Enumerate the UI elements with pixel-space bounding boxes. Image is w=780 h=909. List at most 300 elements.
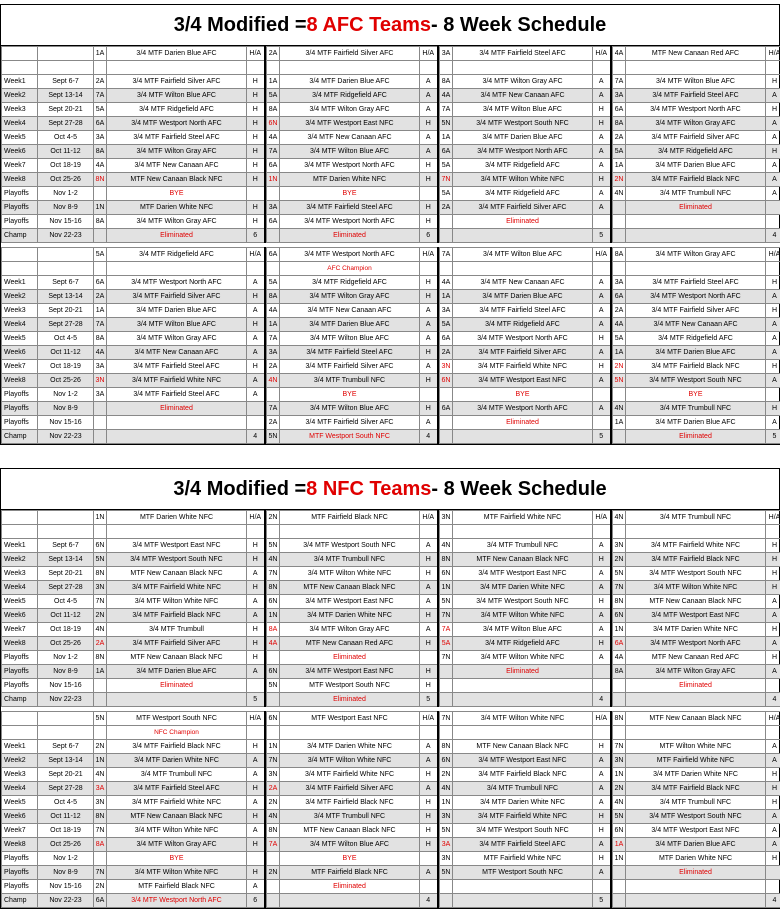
opponent-id: 5N (613, 810, 626, 824)
opponent-name: 3/4 MTF Fairfield Black NFC (626, 553, 766, 567)
home-away: A (247, 567, 265, 581)
opponent-name: 3/4 MTF Fairfield Black NFC (626, 782, 766, 796)
champion-label (626, 726, 766, 740)
home-away: A (420, 595, 438, 609)
opponent-id: 3A (440, 838, 453, 852)
date-label: Sept 6-7 (38, 740, 94, 754)
opponent-id (613, 430, 626, 444)
opponent-id: 1N (613, 623, 626, 637)
opponent-id: 7A (267, 332, 280, 346)
home-away (593, 388, 611, 402)
opponent-name: 3/4 MTF New Canaan AFC (453, 276, 593, 290)
title-highlight: 8 AFC Teams (307, 14, 431, 37)
home-away: H (420, 553, 438, 567)
team-id: 7N (440, 712, 453, 726)
home-away: H (766, 768, 780, 782)
week-label: Week4 (2, 117, 38, 131)
opponent-id: 1A (613, 346, 626, 360)
spacer (440, 262, 453, 276)
opponent-name: 3/4 MTF Fairfield Steel AFC (107, 782, 247, 796)
opponent-id: 2A (267, 360, 280, 374)
opponent-name: BYE (107, 852, 247, 866)
home-away: A (420, 740, 438, 754)
week-label: Week2 (2, 290, 38, 304)
schedule-row (2, 693, 780, 707)
opponent-id: 4A (94, 159, 107, 173)
opponent-id: 5A (440, 159, 453, 173)
opponent-id: 1A (267, 318, 280, 332)
opponent-name: 3/4 MTF Wilton Blue AFC (453, 103, 593, 117)
opponent-id: 7N (440, 173, 453, 187)
opponent-name: MTF New Canaan Black NFC (107, 567, 247, 581)
date-label: Nov 8-9 (38, 665, 94, 679)
opponent-id (613, 215, 626, 229)
champion-label: NFC Champion (107, 726, 247, 740)
home-away: H (766, 276, 780, 290)
date-label: Oct 25-26 (38, 838, 94, 852)
opponent-name: 3/4 MTF Westport East NFC (280, 117, 420, 131)
week-label: Champ (2, 229, 38, 243)
opponent-id: 4N (613, 796, 626, 810)
spacer (247, 525, 265, 539)
home-away: 4 (766, 693, 780, 707)
home-away: H (247, 740, 265, 754)
schedule-row (2, 679, 780, 693)
week-header (2, 712, 38, 726)
opponent-id (613, 894, 626, 908)
home-away: H (247, 838, 265, 852)
opponent-name: 3/4 MTF Ridgefield AFC (453, 637, 593, 651)
home-away: A (593, 796, 611, 810)
week-label: Playoffs (2, 665, 38, 679)
opponent-id: 1N (613, 768, 626, 782)
opponent-name (107, 430, 247, 444)
opponent-name: 3/4 MTF Fairfield Steel AFC (453, 838, 593, 852)
schedule-row (2, 567, 780, 581)
opponent-name: 3/4 MTF Westport East NFC (626, 609, 766, 623)
subtitle-row (2, 726, 780, 740)
date-label: Sept 27-28 (38, 318, 94, 332)
opponent-name: 3/4 MTF Ridgefield AFC (626, 145, 766, 159)
opponent-name: 3/4 MTF Fairfield Black NFC (280, 796, 420, 810)
home-away: H (247, 89, 265, 103)
date-cell (38, 61, 94, 75)
schedule-row (2, 581, 780, 595)
home-away: A (247, 754, 265, 768)
home-away: H (247, 637, 265, 651)
home-away (593, 665, 611, 679)
opponent-name (453, 679, 593, 693)
opponent-id: 3N (613, 539, 626, 553)
opponent-name: 3/4 MTF Darien Blue AFC (453, 131, 593, 145)
opponent-id: 8A (613, 665, 626, 679)
opponent-name: 3/4 MTF Fairfield Steel AFC (107, 131, 247, 145)
home-away (593, 880, 611, 894)
home-away: H (247, 290, 265, 304)
opponent-id: 8A (94, 145, 107, 159)
spacer (267, 726, 280, 740)
opponent-id: 8A (440, 75, 453, 89)
week-label: Week8 (2, 838, 38, 852)
opponent-id (267, 880, 280, 894)
home-away: H (247, 145, 265, 159)
team-id: 5N (94, 712, 107, 726)
opponent-name: 3/4 MTF Fairfield Silver AFC (280, 416, 420, 430)
home-away: A (766, 187, 780, 201)
opponent-name: 3/4 MTF Westport North AFC (107, 276, 247, 290)
opponent-name: 3/4 MTF Fairfield Black NFC (626, 173, 766, 187)
opponent-name: BYE (280, 852, 420, 866)
opponent-id: 5A (613, 332, 626, 346)
opponent-name (453, 229, 593, 243)
home-away: H (766, 75, 780, 89)
opponent-name: Eliminated (280, 651, 420, 665)
date-label: Oct 11-12 (38, 609, 94, 623)
home-away-header: H/A (766, 47, 780, 61)
home-away-header: H/A (420, 712, 438, 726)
date-label: Nov 1-2 (38, 852, 94, 866)
home-away-header: H/A (247, 248, 265, 262)
opponent-id: 2N (94, 609, 107, 623)
schedule-row (2, 215, 780, 229)
opponent-id: 4N (440, 539, 453, 553)
opponent-id: 1A (94, 665, 107, 679)
home-away: A (420, 75, 438, 89)
opponent-name: 3/4 MTF Westport South NFC (453, 824, 593, 838)
schedule-row (2, 553, 780, 567)
home-away: H (593, 810, 611, 824)
home-away-header: H/A (420, 248, 438, 262)
opponent-name: 3/4 MTF Fairfield Steel AFC (626, 89, 766, 103)
opponent-name: 3/4 MTF Wilton Gray AFC (626, 117, 766, 131)
date-label: Sept 27-28 (38, 117, 94, 131)
spacer (420, 61, 438, 75)
opponent-name: 3/4 MTF New Canaan AFC (453, 89, 593, 103)
opponent-name: MTF New Canaan Black NFC (280, 581, 420, 595)
date-label: Sept 6-7 (38, 75, 94, 89)
opponent-id: 2N (267, 866, 280, 880)
home-away: H (766, 553, 780, 567)
opponent-id (440, 229, 453, 243)
opponent-id (440, 665, 453, 679)
opponent-id: 3A (267, 346, 280, 360)
schedule-row (2, 768, 780, 782)
week-label: Week6 (2, 810, 38, 824)
date-label: Nov 15-16 (38, 215, 94, 229)
date-label: Nov 1-2 (38, 187, 94, 201)
home-away (420, 852, 438, 866)
home-away: H (420, 838, 438, 852)
opponent-id (613, 388, 626, 402)
opponent-name: 3/4 MTF Westport North AFC (453, 145, 593, 159)
champion-label (453, 262, 593, 276)
home-away: H (420, 215, 438, 229)
team-header-row (2, 248, 780, 262)
opponent-name: 3/4 MTF Trumbull NFC (626, 402, 766, 416)
home-away: H (420, 402, 438, 416)
home-away: A (766, 318, 780, 332)
spacer (766, 726, 780, 740)
schedule-row (2, 402, 780, 416)
opponent-id: 3A (94, 131, 107, 145)
opponent-name: 3/4 MTF Fairfield Steel AFC (107, 388, 247, 402)
opponent-name (453, 693, 593, 707)
team-id: 8A (613, 248, 626, 262)
home-away: 5 (247, 693, 265, 707)
opponent-name: 3/4 MTF Westport North AFC (453, 402, 593, 416)
opponent-id: 5A (267, 89, 280, 103)
team-name: MTF Fairfield Black NFC (280, 511, 420, 525)
schedule-row (2, 595, 780, 609)
opponent-id: 6A (613, 103, 626, 117)
home-away: H (247, 117, 265, 131)
home-away (593, 215, 611, 229)
home-away: H (593, 553, 611, 567)
opponent-id: 6A (440, 332, 453, 346)
home-away: 4 (420, 894, 438, 908)
home-away: A (247, 796, 265, 810)
opponent-id: 1N (94, 201, 107, 215)
week-header (2, 248, 38, 262)
team-header-row (2, 511, 780, 525)
opponent-name: MTF New Canaan Black NFC (626, 595, 766, 609)
opponent-id: 8N (440, 740, 453, 754)
nfc-schedule-sheet (0, 468, 780, 909)
home-away: A (766, 838, 780, 852)
home-away: A (593, 623, 611, 637)
home-away: A (247, 304, 265, 318)
week-cell (2, 61, 38, 75)
opponent-name (107, 416, 247, 430)
title-prefix: 3/4 Modified = (173, 478, 306, 501)
opponent-name: 3/4 MTF New Canaan AFC (280, 131, 420, 145)
date-label: Nov 15-16 (38, 880, 94, 894)
opponent-name: 3/4 MTF Westport North AFC (280, 159, 420, 173)
opponent-name: MTF Westport South NFC (453, 866, 593, 880)
home-away: H (420, 810, 438, 824)
opponent-id: 7N (613, 740, 626, 754)
home-away: A (420, 581, 438, 595)
opponent-name: 3/4 MTF Wilton White NFC (107, 824, 247, 838)
date-label: Nov 1-2 (38, 388, 94, 402)
home-away: A (593, 187, 611, 201)
home-away (420, 880, 438, 894)
champion-label (107, 61, 247, 75)
week-label: Week2 (2, 553, 38, 567)
opponent-id: 8N (94, 651, 107, 665)
week-label: Week1 (2, 740, 38, 754)
spacer (766, 262, 780, 276)
opponent-name: Eliminated (626, 679, 766, 693)
opponent-id: 2N (613, 173, 626, 187)
opponent-name: 3/4 MTF Westport North AFC (626, 103, 766, 117)
home-away-header: H/A (766, 248, 780, 262)
date-label: Sept 20-21 (38, 768, 94, 782)
spacer (593, 525, 611, 539)
opponent-name: 3/4 MTF Fairfield Steel AFC (280, 346, 420, 360)
opponent-id (267, 852, 280, 866)
opponent-name: 3/4 MTF Fairfield Steel AFC (280, 201, 420, 215)
home-away: A (593, 581, 611, 595)
opponent-name: 3/4 MTF Wilton White NFC (626, 581, 766, 595)
opponent-id: 5A (267, 276, 280, 290)
schedule-row (2, 346, 780, 360)
opponent-name: 3/4 MTF Wilton White NFC (280, 754, 420, 768)
week-label: Playoffs (2, 187, 38, 201)
home-away: 5 (593, 894, 611, 908)
champion-label (453, 61, 593, 75)
schedule-row (2, 539, 780, 553)
opponent-name: 3/4 MTF Fairfield White NFC (107, 581, 247, 595)
team-header-row (2, 712, 780, 726)
opponent-id: 6A (440, 402, 453, 416)
opponent-name: 3/4 MTF Westport North AFC (280, 215, 420, 229)
home-away (593, 416, 611, 430)
home-away: A (766, 290, 780, 304)
home-away: H (593, 117, 611, 131)
team-id: 7A (440, 248, 453, 262)
home-away: A (247, 332, 265, 346)
opponent-id: 1A (267, 75, 280, 89)
schedule-row (2, 173, 780, 187)
champion-label (626, 525, 766, 539)
week-cell (2, 726, 38, 740)
opponent-id (613, 880, 626, 894)
schedule-row (2, 782, 780, 796)
team-id: 6A (267, 248, 280, 262)
week-label: Week4 (2, 581, 38, 595)
week-cell (2, 262, 38, 276)
week-label: Week6 (2, 145, 38, 159)
opponent-name: 3/4 MTF Trumbull NFC (453, 782, 593, 796)
opponent-name: 3/4 MTF Westport North AFC (626, 290, 766, 304)
opponent-id: 6A (267, 159, 280, 173)
date-label: Sept 13-14 (38, 89, 94, 103)
home-away: A (593, 318, 611, 332)
home-away: H (420, 374, 438, 388)
opponent-name: 3/4 MTF Westport South NFC (626, 810, 766, 824)
home-away: A (593, 768, 611, 782)
opponent-name: 3/4 MTF Trumbull NFC (280, 553, 420, 567)
week-label: Playoffs (2, 679, 38, 693)
home-away: H (420, 117, 438, 131)
schedule-row (2, 740, 780, 754)
home-away: A (766, 416, 780, 430)
home-away-header: H/A (420, 511, 438, 525)
home-away: H (420, 346, 438, 360)
opponent-id: 7N (267, 754, 280, 768)
home-away: H (766, 145, 780, 159)
schedule-row (2, 651, 780, 665)
home-away: 5 (420, 693, 438, 707)
champion-label (107, 525, 247, 539)
spacer (247, 726, 265, 740)
opponent-name: 3/4 MTF Darien Blue AFC (626, 416, 766, 430)
opponent-id: 7A (440, 623, 453, 637)
date-label: Oct 11-12 (38, 810, 94, 824)
opponent-id: 3N (94, 374, 107, 388)
home-away: H (766, 782, 780, 796)
opponent-id (613, 229, 626, 243)
home-away: H (766, 402, 780, 416)
schedule-row (2, 117, 780, 131)
week-label: Week5 (2, 796, 38, 810)
home-away: A (420, 103, 438, 117)
home-away: 4 (593, 693, 611, 707)
opponent-name: 3/4 MTF Westport East NFC (107, 539, 247, 553)
opponent-id: 8N (267, 824, 280, 838)
team-id: 3N (440, 511, 453, 525)
week-label: Week2 (2, 754, 38, 768)
team-id: 5A (94, 248, 107, 262)
opponent-id: 3N (440, 810, 453, 824)
opponent-id: 3A (94, 388, 107, 402)
opponent-name: Eliminated (626, 201, 766, 215)
home-away: A (420, 304, 438, 318)
opponent-name: 3/4 MTF Darien White NFC (626, 768, 766, 782)
opponent-id: 8A (94, 332, 107, 346)
spacer (766, 525, 780, 539)
date-label: Sept 6-7 (38, 539, 94, 553)
schedule-row (2, 810, 780, 824)
opponent-name: 3/4 MTF Wilton White NFC (107, 866, 247, 880)
opponent-id: 2A (94, 637, 107, 651)
opponent-name: 3/4 MTF Westport South NFC (453, 595, 593, 609)
opponent-id: 1A (94, 304, 107, 318)
date-label: Oct 25-26 (38, 374, 94, 388)
home-away: A (593, 290, 611, 304)
spacer (247, 61, 265, 75)
home-away-header: H/A (247, 712, 265, 726)
opponent-name: MTF Fairfield Black NFC (280, 866, 420, 880)
opponent-name: 3/4 MTF Fairfield Silver AFC (280, 360, 420, 374)
week-label: Playoffs (2, 388, 38, 402)
opponent-name (453, 894, 593, 908)
home-away (247, 416, 265, 430)
week-label: Playoffs (2, 402, 38, 416)
opponent-name: 3/4 MTF Darien Blue AFC (107, 665, 247, 679)
date-label: Nov 22-23 (38, 430, 94, 444)
week-cell (2, 525, 38, 539)
opponent-name: 3/4 MTF Wilton Gray AFC (107, 215, 247, 229)
opponent-id: 5N (267, 679, 280, 693)
home-away: A (766, 173, 780, 187)
opponent-id: 7N (267, 567, 280, 581)
opponent-name: BYE (107, 187, 247, 201)
home-away: H (247, 539, 265, 553)
schedule-row (2, 796, 780, 810)
opponent-name: Eliminated (626, 430, 766, 444)
opponent-id: 2N (613, 782, 626, 796)
opponent-id: 7A (440, 103, 453, 117)
opponent-id: 1A (613, 159, 626, 173)
date-header (38, 712, 94, 726)
opponent-id: 8N (94, 567, 107, 581)
home-away: H (247, 131, 265, 145)
date-label: Oct 18-19 (38, 824, 94, 838)
date-label: Nov 15-16 (38, 416, 94, 430)
spacer (613, 61, 626, 75)
opponent-id (440, 388, 453, 402)
schedule-row (2, 103, 780, 117)
opponent-name: 3/4 MTF Darien White NFC (626, 623, 766, 637)
opponent-id: 3N (613, 754, 626, 768)
week-label: Week7 (2, 159, 38, 173)
opponent-id: 2N (267, 796, 280, 810)
opponent-id: 8A (613, 117, 626, 131)
opponent-id: 7N (94, 595, 107, 609)
opponent-name: 3/4 MTF Westport East NFC (280, 595, 420, 609)
